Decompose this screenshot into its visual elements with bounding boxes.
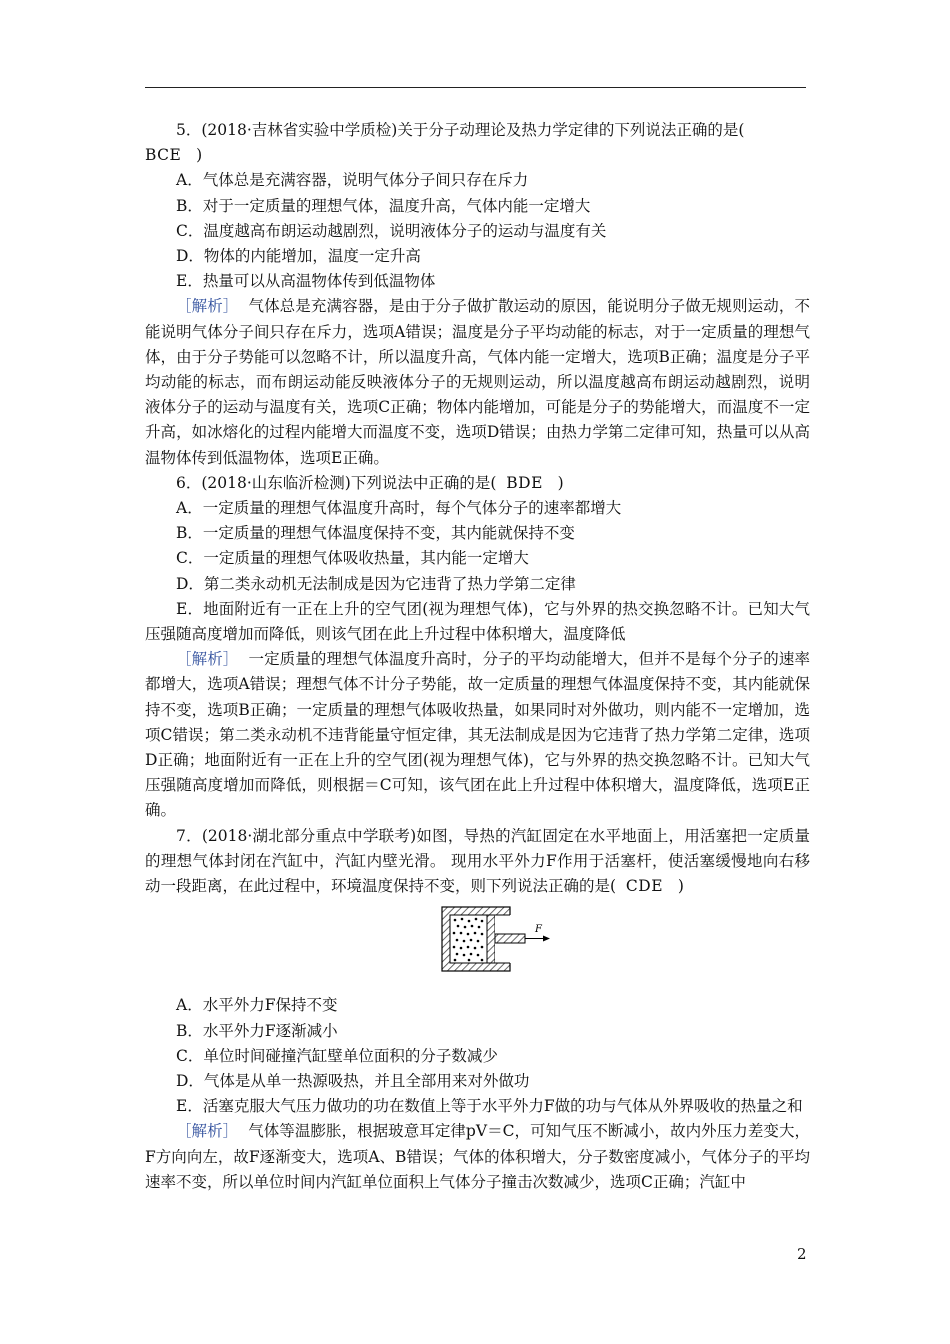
piston-rod xyxy=(495,934,525,943)
q7-option-b: B．水平外力F逐渐减小 xyxy=(176,1021,338,1040)
cylinder-figure xyxy=(145,899,810,993)
q7-analysis: ［解析］ 气体等温膨胀，根据玻意耳定律pV＝C，可知气压不断减小，故内外压力差变大，F方向向左，故F逐渐变大，选项A、B错误；气体的体积增大，分子数密度减小，气体分子的平均速率不变，所以单位时间内汽缸单位面积上气体分子撞击次数减少，选项C正确；汽缸中 xyxy=(145,1122,810,1191)
q7-answer: CDE xyxy=(625,877,664,896)
q6-option-a: A．一定质量的理想气体温度升高时，每个气体分子的速率都增大 xyxy=(176,499,622,518)
page-number: 2 xyxy=(797,1245,807,1263)
header-rule xyxy=(145,87,806,88)
q5-answer: BCE xyxy=(145,146,182,165)
q5-option-c: C．温度越高布朗运动越剧烈，说明液体分子的运动与温度有关 xyxy=(176,221,607,240)
q6-stem: 6．(2018·山东临沂检测)下列说法中正确的是( BDE ) xyxy=(176,473,564,492)
q5-option-e: E．热量可以从高温物体传到低温物体 xyxy=(176,272,436,291)
q5-option-a: A．气体总是充满容器，说明气体分子间只存在斥力 xyxy=(176,171,529,190)
cylinder-diagram xyxy=(441,906,553,972)
q7-option-d: D．气体是从单一热源吸热，并且全部用来对外做功 xyxy=(176,1071,530,1090)
q5-stem: 5．(2018·吉林省实验中学质检)关于分子动理论及热力学定律的下列说法正确的是( BCE ) xyxy=(145,121,745,165)
force-label: F xyxy=(535,924,542,936)
page-content xyxy=(145,118,810,1195)
q5-option-d: D．物体的内能增加，温度一定升高 xyxy=(176,247,421,266)
analysis-label: ［解析］ xyxy=(176,1122,239,1141)
piston xyxy=(487,915,495,963)
q6-option-e: E．地面附近有一正在上升的空气团(视为理想气体)，它与外界的热交换忽略不计。已知大气压强随高度增加而降低，则该气团在此上升过程中体积增大，温度降低 xyxy=(145,599,810,644)
q7-option-c: C．单位时间碰撞汽缸壁单位面积的分子数减少 xyxy=(176,1046,498,1065)
analysis-label: ［解析］ xyxy=(176,650,239,669)
analysis-label: ［解析］ xyxy=(176,297,239,316)
q6-option-c: C．一定质量的理想气体吸收热量，其内能一定增大 xyxy=(176,549,529,568)
q7-option-a: A．水平外力F保持不变 xyxy=(176,996,338,1015)
q5-option-b: B．对于一定质量的理想气体，温度升高，气体内能一定增大 xyxy=(176,196,591,215)
q6-analysis: ［解析］ 一定质量的理想气体温度升高时，分子的平均动能增大，但并不是每个分子的速率都增大，选项A错误；理想气体不计分子势能，故一定质量的理想气体温度保持不变，其内能就保持不变，选项B正确；一定质量的理想气体吸收热量，如果同时对外做功，则内能不一定增加，选项C错误；第二类永动机不违背能量守恒定律，其无法制成是因为它违背了热力学第二定律，选项D正确；地面附近有一正在上升的空气团(视为理想气体)，它与外界的热交换忽略不计。已知大气压强随高度增加而降低，则根据＝C可知，该气团在此上升过程中体积增大，温度降低，选项E正确。 xyxy=(145,650,810,820)
q5-analysis: ［解析］ 气体总是充满容器，是由于分子做扩散运动的原因，能说明分子做无规则运动，不能说明气体分子间只存在斥力，选项A错误；温度是分子平均动能的标志，对于一定质量的理想气体，由于分子势能可以忽略不计，所以温度升高，气体内能一定增大，选项B正确；温度是分子平均动能的标志，而布朗运动能反映液体分子的无规则运动，所以温度越高布朗运动越剧烈，说明液体分子的运动与温度有关，选项C正确；物体内能增加，可能是分子的势能增大，而温度不一定升高，如冰熔化的过程内能增大而温度不变，选项D错误；由热力学第二定律可知，热量可以从高温物体传到低温物体，选项E正确。 xyxy=(145,297,810,467)
q7-option-e: E．活塞克服大气压力做功的功在数值上等于水平外力F做的功与气体从外界吸收的热量之和 xyxy=(176,1097,803,1116)
q6-option-d: D．第二类永动机无法制成是因为它违背了热力学第二定律 xyxy=(176,574,576,593)
q7-stem: 7．(2018·湖北部分重点中学联考)如图，导热的汽缸固定在水平地面上，用活塞把一定质量的理想气体封闭在汽缸中，汽缸内壁光滑。 现用水平外力F作用于活塞杆，使活塞缓慢地向右移动一段距离，在此过程中，环境温度保持不变，则下列说法正确的是( CDE ) xyxy=(145,826,810,896)
q6-option-b: B．一定质量的理想气体温度保持不变，其内能就保持不变 xyxy=(176,524,575,543)
q6-answer: BDE xyxy=(506,473,543,492)
